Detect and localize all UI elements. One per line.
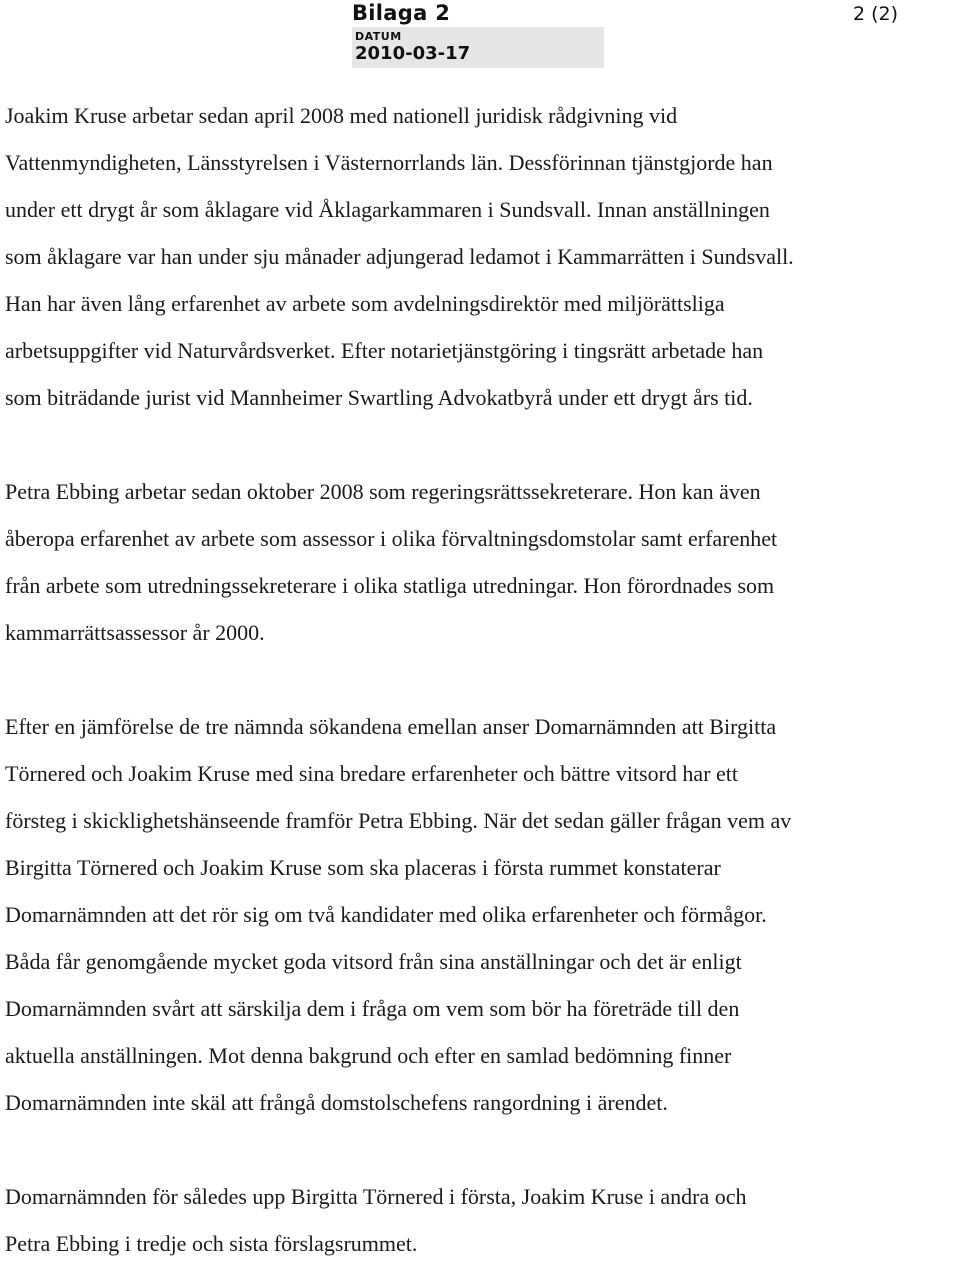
- paragraph-3: [5, 703, 960, 1126]
- text-line: Petra Ebbing i tredje och sista förslagsrummet.: [5, 1231, 418, 1256]
- document-title: Bilaga 2: [352, 1, 451, 25]
- text-line: Domarnämnden att det rör sig om två kandidater med olika erfarenheter och förmågor.: [5, 902, 767, 927]
- date-value: 2010-03-17: [355, 43, 471, 64]
- text-line: Joakim Kruse arbetar sedan april 2008 med nationell juridisk rådgivning vid: [5, 103, 678, 128]
- page-number: 2 (2): [852, 3, 898, 25]
- text-line: aktuella anställningen. Mot denna bakgrund och efter en samlad bedömning finner: [5, 1043, 732, 1068]
- document-body: [5, 92, 960, 1267]
- paragraph-4: [5, 1173, 960, 1267]
- text-line: Petra Ebbing arbetar sedan oktober 2008 som regeringsrättssekreterare. Hon kan även: [5, 479, 761, 504]
- date-label: DATUM: [355, 30, 402, 43]
- text-line: under ett drygt år som åklagare vid Åklagarkammaren i Sundsvall. Innan anställningen: [5, 197, 770, 222]
- text-line: Domarnämnden svårt att särskilja dem i fråga om vem som bör ha företräde till den: [5, 996, 740, 1021]
- text-line: Efter en jämförelse de tre nämnda sökandena emellan anser Domarnämnden att Birgitta: [5, 714, 777, 739]
- text-line: Vattenmyndigheten, Länsstyrelsen i Västernorrlands län. Dessförinnan tjänstgjorde han: [5, 150, 773, 175]
- text-line: Domarnämnden för således upp Birgitta Törnered i första, Joakim Kruse i andra och: [5, 1184, 747, 1209]
- paragraph-spacer: [5, 421, 960, 468]
- text-line: kammarrättsassessor år 2000.: [5, 620, 265, 645]
- text-line: Han har även lång erfarenhet av arbete som avdelningsdirektör med miljörättsliga: [5, 291, 725, 316]
- text-line: Domarnämnden inte skäl att frångå domstolschefens rangordning i ärendet.: [5, 1090, 668, 1115]
- text-line: Båda får genomgående mycket goda vitsord från sina anställningar och det är enligt: [5, 949, 742, 974]
- text-line: som åklagare var han under sju månader adjungerad ledamot i Kammarrätten i Sundsvall.: [5, 244, 794, 269]
- text-line: arbetsuppgifter vid Naturvårdsverket. Efter notarietjänstgöring i tingsrätt arbetade han: [5, 338, 764, 363]
- paragraph-spacer: [5, 656, 960, 703]
- paragraph-spacer: [5, 1126, 960, 1173]
- date-box: [352, 27, 604, 68]
- text-line: från arbete som utredningssekreterare i olika statliga utredningar. Hon förordnades som: [5, 573, 775, 598]
- text-line: åberopa erfarenhet av arbete som assessor i olika förvaltningsdomstolar samt erfarenhet: [5, 526, 778, 551]
- paragraph-2: [5, 468, 960, 656]
- text-line: försteg i skicklighetshänseende framför Petra Ebbing. När det sedan gäller frågan vem av: [5, 808, 792, 833]
- paragraph-1: [5, 92, 960, 421]
- text-line: som biträdande jurist vid Mannheimer Swartling Advokatbyrå under ett drygt års tid.: [5, 385, 753, 410]
- text-line: Birgitta Törnered och Joakim Kruse som ska placeras i första rummet konstaterar: [5, 855, 721, 880]
- document-header: [0, 0, 960, 70]
- text-line: Törnered och Joakim Kruse med sina bredare erfarenheter och bättre vitsord har ett: [5, 761, 739, 786]
